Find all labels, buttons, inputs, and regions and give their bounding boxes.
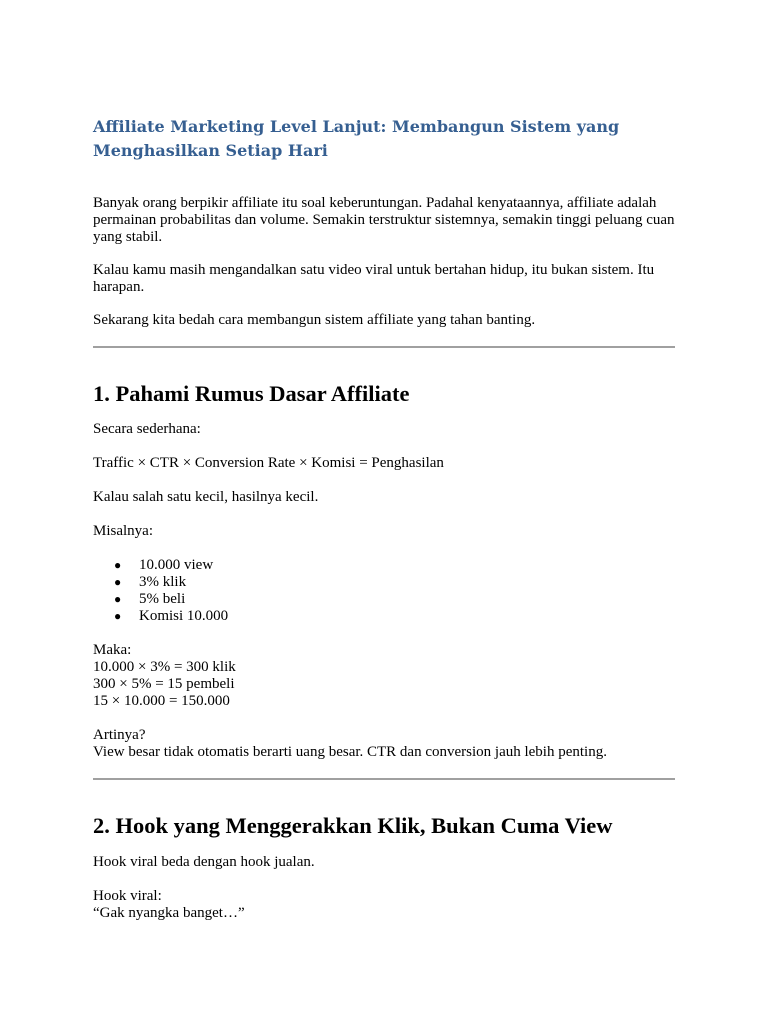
list-item-text: 3% klik (139, 574, 187, 590)
calc-line: Maka: (93, 642, 132, 658)
bullet-icon: ● (114, 575, 122, 589)
formula-text: Traffic × CTR × Conversion Rate × Komisi = Penghasilan (93, 455, 444, 471)
bullet-icon: ● (114, 558, 122, 572)
hook-example: “Gak nyangka banget…” (93, 905, 245, 921)
bullet-icon: ● (114, 592, 122, 606)
intro-paragraph-1: Banyak orang berpikir affiliate itu soal keberuntungan. Padahal kenyataannya, affiliate adalah permainan probabilitas dan volume. Semakin terstruktur sistemnya, semakin tinggi peluang cuan yang stabil. (93, 195, 675, 245)
calc-line: 300 × 5% = 15 pembeli (93, 676, 235, 692)
calc-line: 15 × 10.000 = 150.000 (93, 693, 230, 709)
list-item (93, 574, 675, 591)
conclusion-line: Artinya? (93, 727, 146, 743)
section-1-p3: Misalnya: (93, 523, 153, 539)
divider-2 (93, 778, 675, 780)
section-2-p1: Hook viral beda dengan hook jualan. (93, 854, 315, 870)
list-item (93, 591, 675, 608)
intro-paragraph-3: Sekarang kita bedah cara membangun sistem affiliate yang tahan banting. (93, 312, 536, 328)
section-1-p1: Secara sederhana: (93, 421, 201, 437)
conclusion-block (93, 727, 675, 761)
conclusion-line: View besar tidak otomatis berarti uang besar. CTR dan conversion jauh lebih penting. (93, 744, 607, 760)
calc-line: 10.000 × 3% = 300 klik (93, 659, 236, 675)
list-item-text: 10.000 view (139, 557, 214, 573)
document-page (93, 115, 675, 922)
list-item-text: Komisi 10.000 (139, 608, 229, 624)
document-title (93, 115, 675, 163)
section-1-p2: Kalau salah satu kecil, hasilnya kecil. (93, 489, 319, 505)
section-1-heading: 1. Pahami Rumus Dasar Affiliate (93, 381, 410, 406)
bullet-icon: ● (114, 609, 122, 623)
intro-paragraph-2: Kalau kamu masih mengandalkan satu video viral untuk bertahan hidup, itu bukan sistem. Itu harapan. (93, 262, 655, 295)
title-line-2: Menghasilkan Setiap Hari (93, 141, 328, 160)
section-2-heading: 2. Hook yang Menggerakkan Klik, Bukan Cuma View (93, 813, 613, 838)
divider-1 (93, 346, 675, 348)
section-2-p2 (93, 888, 675, 922)
hook-label: Hook viral: (93, 888, 162, 904)
calculation-block (93, 642, 675, 710)
list-item-text: 5% beli (139, 591, 186, 607)
title-line-1: Affiliate Marketing Level Lanjut: Membangun Sistem yang (93, 117, 620, 136)
list-item (93, 557, 675, 574)
list-item (93, 608, 675, 625)
example-list (93, 557, 675, 625)
